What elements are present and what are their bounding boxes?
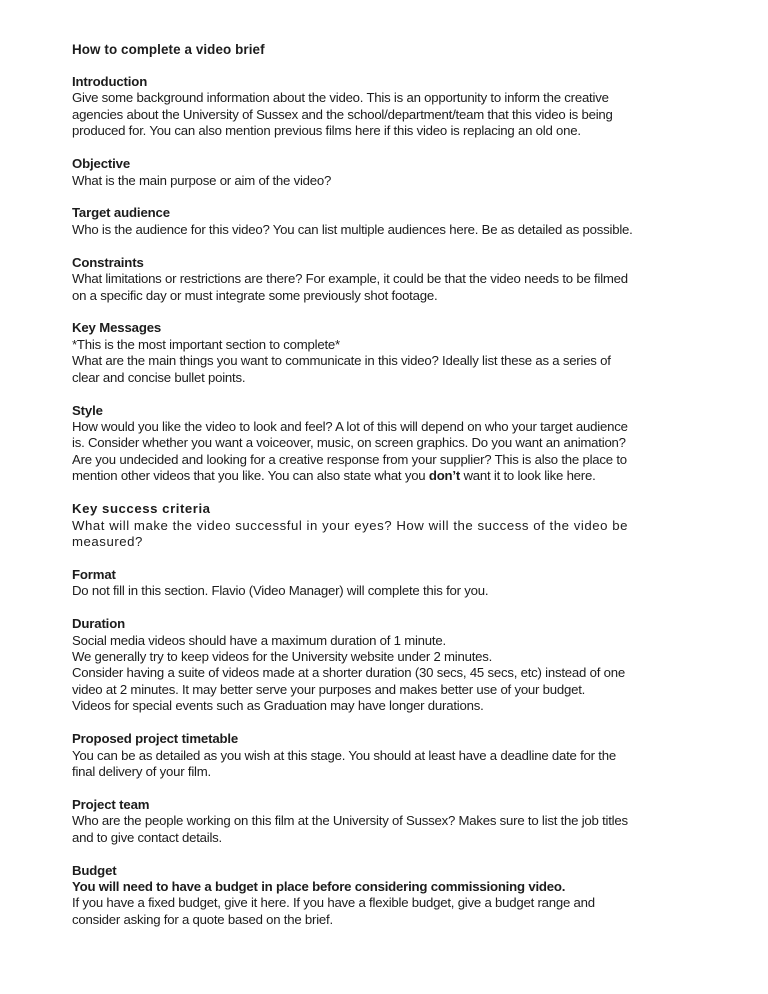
text-line: Do not fill in this section. Flavio (Video Manager) will complete this for you. [72,583,489,599]
section-heading: Constraints [72,254,144,270]
text-line: What limitations or restrictions are there? For example, it could be that the video needs to be filmed [72,271,628,287]
text-line: Who is the audience for this video? You can list multiple audiences here. Be as detailed as possible. [72,221,633,237]
section-format [72,567,712,600]
text-line: measured? [72,533,143,549]
text-line: video at 2 minutes. It may better serve your purposes and makes better use of your budget. [72,681,586,697]
text-fragment: mention other videos that you like. You can also state what you [72,468,429,484]
section-heading: Key Messages [72,320,162,336]
text-line: on a specific day or must integrate some previously shot footage. [72,287,438,303]
section-heading: Objective [72,156,131,172]
section-target-audience [72,205,712,238]
section-heading: Duration [72,616,126,632]
section-style [72,403,712,485]
section-heading: Style [72,402,103,418]
section-heading: Budget [72,862,117,878]
section-body [72,222,712,238]
text-line: If you have a fixed budget, give it here. If you have a flexible budget, give a budget range and [72,895,595,911]
text-line: is. Consider whether you want a voiceover, music, on screen graphics. Do you want an animation? [72,435,626,451]
section-budget [72,863,712,929]
text-line: Social media videos should have a maximum duration of 1 minute. [72,632,446,648]
text-line: Are you undecided and looking for a creative response from your supplier? This is also the place to [72,451,627,467]
section-heading: Key success criteria [72,501,211,517]
section-body [72,173,712,189]
text-line: What are the main things you want to communicate in this video? Ideally list these as a series of [72,353,611,369]
text-line: Give some background information about the video. This is an opportunity to inform the creative [72,90,609,106]
document-page [72,42,712,945]
section-body [72,90,712,139]
text-line: What will make the video successful in your eyes? How will the success of the video be [72,517,628,533]
text-line: You can be as detailed as you wish at this stage. You should at least have a deadline date for the [72,747,616,763]
section-objective [72,156,712,189]
section-key-messages [72,320,712,386]
section-body [72,419,712,485]
section-body [72,895,712,928]
text-line [72,468,712,484]
text-fragment: want it to look like here. [460,468,596,484]
text-line: consider asking for a quote based on the brief. [72,911,333,927]
section-project-team [72,797,712,846]
text-line: What is the main purpose or aim of the video? [72,172,332,188]
section-heading: Target audience [72,205,170,221]
section-body [72,337,712,386]
section-constraints [72,255,712,304]
section-proposed-timetable [72,731,712,780]
emphasized-word: don’t [428,468,460,484]
important-note: *This is the most important section to complete* [72,336,340,352]
text-line: Who are the people working on this film at the University of Sussex? Makes sure to list the job titles [72,813,628,829]
section-body [72,583,712,599]
section-heading: Format [72,566,116,582]
text-line: and to give contact details. [72,829,222,845]
section-duration [72,616,712,714]
section-heading: Introduction [72,74,148,89]
section-key-success-criteria [72,501,712,550]
section-body [72,633,712,715]
section-heading: Proposed project timetable [72,731,239,747]
budget-requirement: You will need to have a budget in place before considering commissioning video. [72,878,566,894]
text-line: agencies about the University of Sussex and the school/department/team that this video is being [72,106,613,122]
document-title: How to complete a video brief [72,42,265,57]
section-introduction [72,74,712,140]
text-line: Consider having a suite of videos made at a shorter duration (30 secs, 45 secs, etc) instead of one [72,665,625,681]
section-body [72,748,712,781]
text-line: Videos for special events such as Graduation may have longer durations. [72,698,484,714]
section-heading: Project team [72,796,150,812]
text-line: clear and concise bullet points. [72,369,246,385]
section-body [72,271,712,304]
section-body [72,813,712,846]
text-line: How would you like the video to look and feel? A lot of this will depend on who your target audience [72,419,628,434]
text-line: produced for. You can also mention previous films here if this video is replacing an old one. [72,123,581,139]
text-line: final delivery of your film. [72,763,211,779]
text-line: We generally try to keep videos for the University website under 2 minutes. [72,648,493,664]
section-body [72,518,712,551]
